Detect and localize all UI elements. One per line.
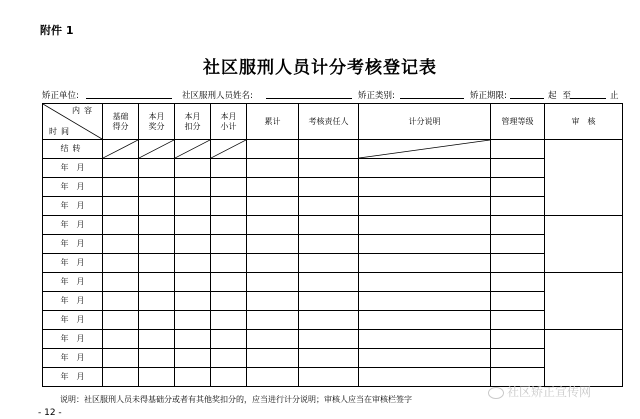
info-line <box>42 89 622 101</box>
watermark-text: 社区矫正宣传网 <box>507 385 592 399</box>
name-blank <box>266 98 352 99</box>
carryover-cell <box>491 140 545 159</box>
col-label-line2: 小计 <box>220 121 237 131</box>
review-cell <box>545 330 623 387</box>
month-row <box>43 254 623 273</box>
annex-label: 附件 1 <box>40 24 74 37</box>
col-label-line1: 基础 <box>112 111 129 121</box>
carryover-row <box>43 140 623 159</box>
carryover-slash-cell <box>139 140 175 159</box>
month-row <box>43 330 623 349</box>
review-cell <box>545 140 623 216</box>
month-label: 年 月 <box>43 311 103 330</box>
carryover-slash-cell <box>175 140 211 159</box>
col-label-line1: 本月 <box>148 111 165 121</box>
col-month-subtotal <box>211 104 247 140</box>
category-blank <box>400 98 464 99</box>
end-label: 止 <box>610 91 619 101</box>
slash-line <box>139 140 174 158</box>
month-row <box>43 349 623 368</box>
col-label-line1: 本月 <box>184 111 201 121</box>
month-row <box>43 292 623 311</box>
month-row <box>43 178 623 197</box>
month-label: 年 月 <box>43 368 103 387</box>
watermark <box>488 383 591 400</box>
month-label: 年 月 <box>43 254 103 273</box>
month-row <box>43 197 623 216</box>
chat-bubble-icon <box>488 387 504 399</box>
slash-line <box>211 140 246 158</box>
col-label-line1: 本月 <box>220 111 237 121</box>
review-cell <box>545 216 623 273</box>
month-row <box>43 311 623 330</box>
month-label: 年 月 <box>43 216 103 235</box>
header-diagonal-cell <box>43 104 103 140</box>
month-label: 年 月 <box>43 330 103 349</box>
col-review: 审 核 <box>545 104 623 140</box>
col-label-line2: 奖分 <box>148 121 165 131</box>
month-label: 年 月 <box>43 273 103 292</box>
month-row <box>43 273 623 292</box>
month-label: 年 月 <box>43 178 103 197</box>
carryover-cell <box>299 140 359 159</box>
carryover-slash-cell <box>359 140 491 159</box>
period-start-blank <box>510 98 544 99</box>
period-end-blank <box>570 98 606 99</box>
col-month-bonus <box>139 104 175 140</box>
month-row <box>43 235 623 254</box>
col-cumulative: 累计 <box>247 104 299 140</box>
slash-line <box>175 140 210 158</box>
page-title: 社区服刑人员计分考核登记表 <box>203 58 437 78</box>
name-label: 社区服刑人员姓名: <box>182 91 253 101</box>
month-row <box>43 159 623 178</box>
unit-blank <box>86 98 172 99</box>
unit-label: 矫正单位: <box>42 91 79 101</box>
footnote: 说明：社区服刑人员未得基础分或者有其他奖扣分的，应当进行计分说明；审核人应当在审核栏签字 <box>60 395 412 404</box>
carryover-slash-cell <box>103 140 139 159</box>
col-label-line2: 扣分 <box>184 121 201 131</box>
score-table <box>42 103 623 387</box>
month-label: 年 月 <box>43 159 103 178</box>
page-number: - 12 - <box>38 408 62 418</box>
category-label: 矫正类别: <box>358 91 395 101</box>
review-cell <box>545 273 623 330</box>
header-row <box>43 104 623 140</box>
month-label: 年 月 <box>43 292 103 311</box>
col-assessor: 考核责任人 <box>299 104 359 140</box>
col-month-deduct <box>175 104 211 140</box>
slash-line <box>103 140 138 158</box>
carryover-label: 结转 <box>43 140 103 159</box>
month-label: 年 月 <box>43 235 103 254</box>
carryover-cell <box>247 140 299 159</box>
col-score-notes: 计分说明 <box>359 104 491 140</box>
header-content-label: 内容 <box>72 106 96 115</box>
col-base-score <box>103 104 139 140</box>
header-time-label: 时间 <box>49 127 73 136</box>
month-label: 年 月 <box>43 197 103 216</box>
col-management-level: 管理等级 <box>491 104 545 140</box>
month-row <box>43 216 623 235</box>
col-label-line2: 得分 <box>112 121 129 131</box>
carryover-slash-cell <box>211 140 247 159</box>
from-to-label: 起至 <box>548 91 578 101</box>
month-label: 年 月 <box>43 349 103 368</box>
slash-line <box>359 140 490 158</box>
period-label: 矫正期限: <box>470 91 507 101</box>
